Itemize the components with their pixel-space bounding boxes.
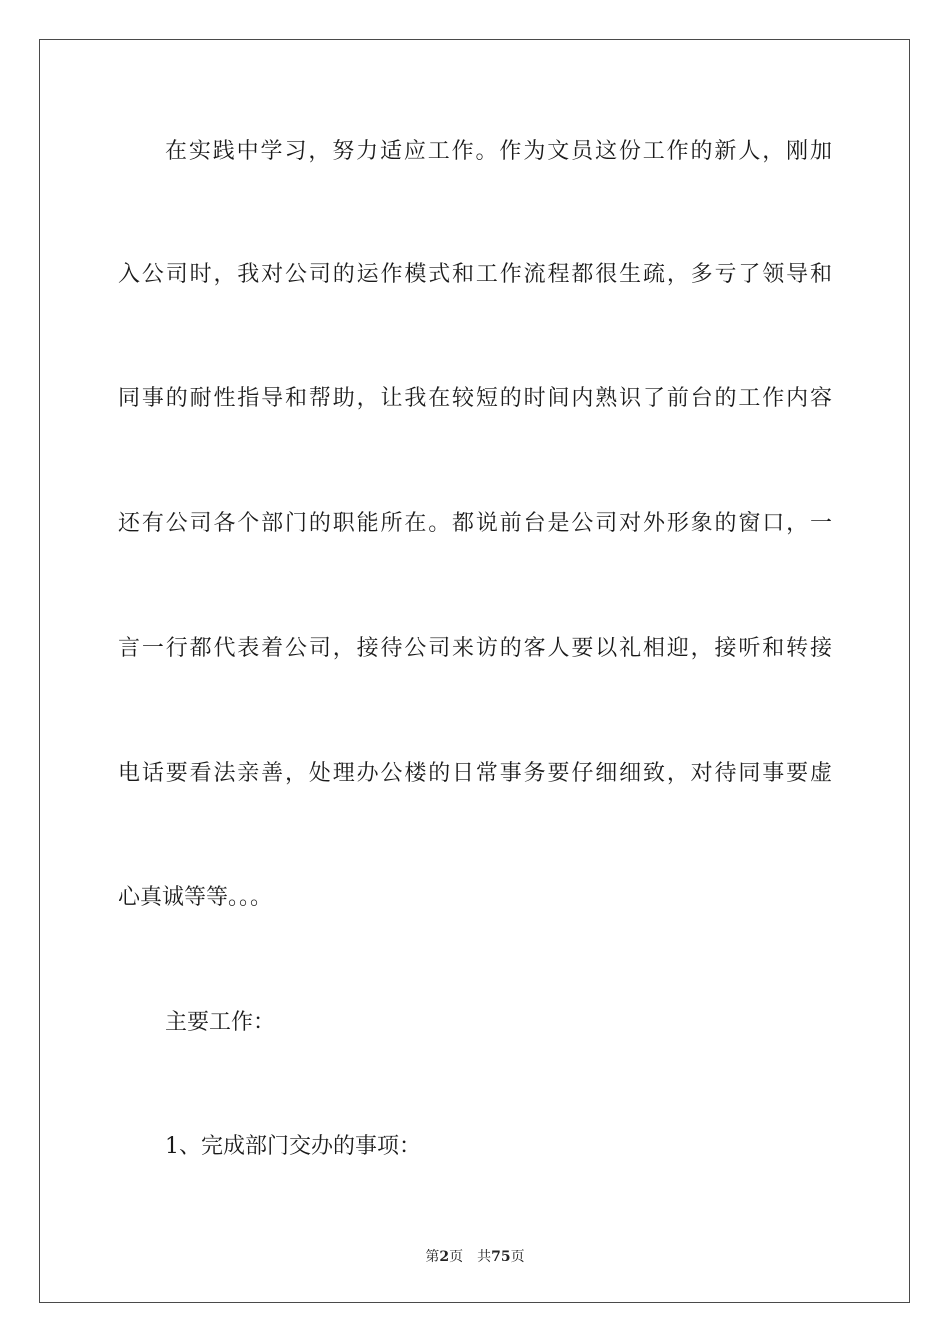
total-suffix: 页 [510,1249,525,1265]
paragraph-line-7: 心真诚等等。。。 [118,885,273,910]
page-number: 2 [439,1249,450,1265]
paragraph-line-4: 还有公司各个部门的职能所在。都说前台是公司对外形象的窗口，一 [118,511,832,536]
paragraph-line-2: 入公司时，我对公司的运作模式和工作流程都很生疏，多亏了领导和 [118,262,832,287]
page-prefix: 第 [425,1249,440,1265]
list-item: 1、完成部门交办的事项： [165,1134,421,1159]
section-heading: 主要工作： [165,1010,276,1035]
total-pages: 75 [491,1249,511,1265]
page-footer [0,1248,950,1266]
page-suffix: 页 [449,1249,464,1265]
page-border [39,39,910,1303]
total-prefix: 共 [477,1249,492,1265]
paragraph-line-1: 在实践中学习，努力适应工作。作为文员这份工作的新人，刚加 [165,139,832,164]
paragraph-line-6: 电话要看法亲善，处理办公楼的日常事务要仔细细致，对待同事要虚 [118,761,832,786]
paragraph-line-3: 同事的耐性指导和帮助，让我在较短的时间内熟识了前台的工作内容 [118,386,832,411]
paragraph-line-5: 言一行都代表着公司，接待公司来访的客人要以礼相迎，接听和转接 [118,636,832,661]
